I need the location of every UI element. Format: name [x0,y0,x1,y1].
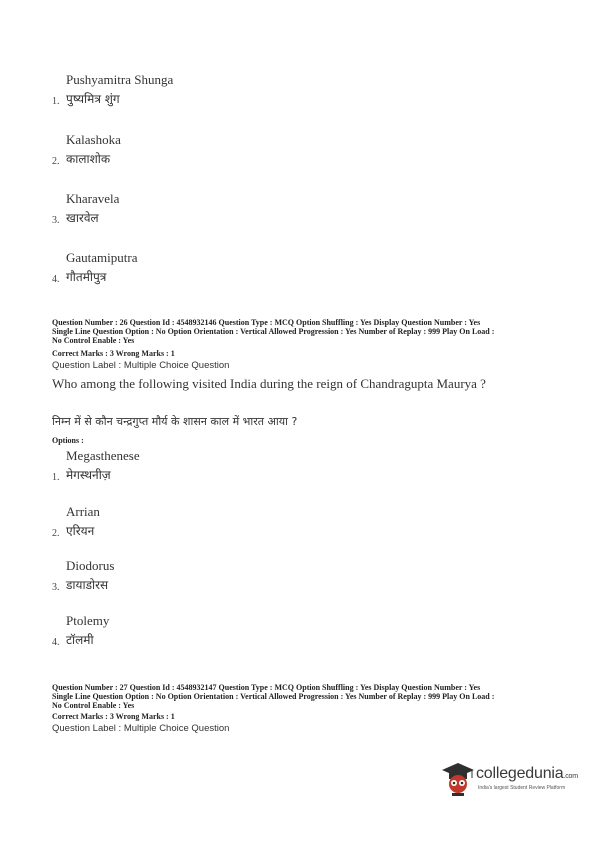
question-26-text-hindi: निम्न में से कौन चन्द्रगुप्त मौर्य के शासन काल में भारत आया ? [52,415,298,428]
option-english: Megasthenese [66,448,140,463]
question-26-marks: Correct Marks : 3 Wrong Marks : 1 [52,349,175,358]
option-number: 3. [52,582,60,593]
options-label: Options : [52,436,84,445]
meta-line: No Control Enable : Yes [52,701,135,710]
option-english: Kalashoka [66,132,121,147]
option-number: 2. [52,156,60,167]
option-number: 4. [52,637,60,648]
option-hindi: गौतमीपुत्र [66,270,107,284]
option-hindi: डायाडोरस [66,578,109,592]
option-english: Ptolemy [66,613,110,628]
meta-line: No Control Enable : Yes [52,336,135,345]
option-hindi: कालाशोक [66,152,111,166]
question-26-label: Question Label : Multiple Choice Question [52,360,230,371]
option-hindi: खारवेल [66,211,99,225]
option-number: 1. [52,96,60,107]
question-26-metadata [52,318,552,345]
collegedunia-logo [440,760,580,800]
option-english: Gautamiputra [66,250,138,265]
question-27-metadata [52,683,552,710]
option-hindi: मेगस्थनीज़ [66,468,111,482]
question-27-label: Question Label : Multiple Choice Question [52,723,230,734]
meta-line: Single Line Question Option : No Option Orientation : Vertical Allowed Progression : Yes Number of Replay : 999 Play On Load : [52,692,495,701]
option-hindi: एरियन [66,524,95,538]
option-english: Pushyamitra Shunga [66,72,174,87]
meta-line: Question Number : 27 Question Id : 4548932147 Question Type : MCQ Option Shuffling : Yes Display Question Number : Yes [52,683,481,692]
brand-tagline: India's largest Student Review Platform [478,785,566,791]
option-english: Arrian [66,504,100,519]
option-english: Kharavela [66,191,120,206]
graduation-owl-icon [440,760,476,800]
meta-line: Question Number : 26 Question Id : 4548932146 Question Type : MCQ Option Shuffling : Yes Display Question Number : Yes [52,318,481,327]
option-number: 2. [52,528,60,539]
question-26-text-english: Who among the following visited India during the reign of Chandragupta Maurya ? [52,376,486,391]
option-number: 4. [52,274,60,285]
option-number: 1. [52,472,60,483]
option-hindi: पुष्यमित्र शुंग [66,92,120,106]
option-hindi: टॉलमी [66,633,94,647]
brand-name: collegedunia.com [476,765,578,782]
meta-line: Single Line Question Option : No Option Orientation : Vertical Allowed Progression : Yes Number of Replay : 999 Play On Load : [52,327,495,336]
option-number: 3. [52,215,60,226]
option-english: Diodorus [66,558,115,573]
question-27-marks: Correct Marks : 3 Wrong Marks : 1 [52,712,175,721]
